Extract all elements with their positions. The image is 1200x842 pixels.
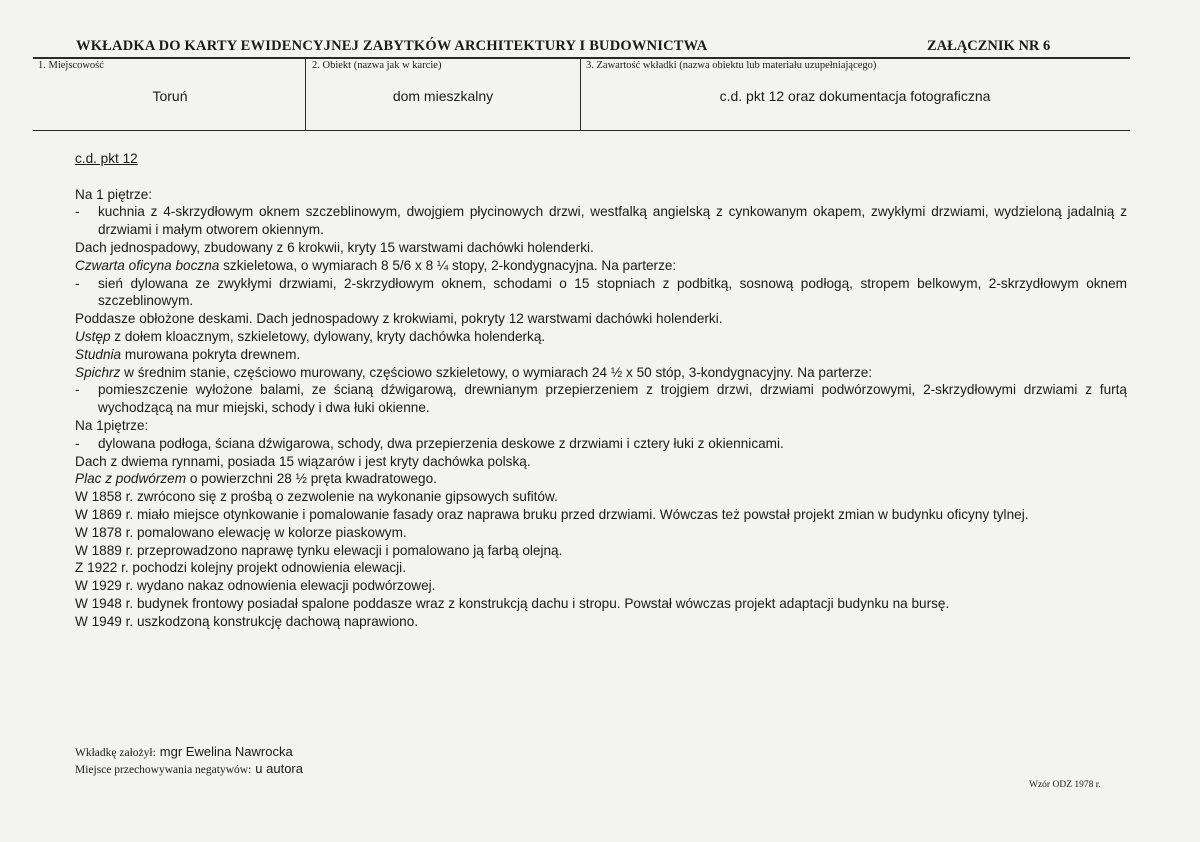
section-heading: c.d. pkt 12 bbox=[75, 151, 138, 166]
field-label-contents: 3. Zawartość wkładki (nazwa obiektu lub materiału uzupełniającego) bbox=[586, 60, 877, 71]
author-name: mgr Ewelina Nawrocka bbox=[159, 744, 293, 759]
text-line: Z 1922 r. pochodzi kolejny projekt odnowienia elewacji. bbox=[75, 560, 406, 576]
storage-line bbox=[75, 761, 303, 776]
text-line: W 1858 r. zwrócono się z prośbą o zezwolenie na wykonanie gipsowych sufitów. bbox=[75, 489, 558, 505]
field-value-contents: c.d. pkt 12 oraz dokumentacja fotograficzna bbox=[719, 88, 991, 104]
text-line: W 1948 r. budynek frontowy posiadał spalone poddasze wraz z konstrukcją dachu i stropu. Powstał wówczas projekt adaptacji budynku na bursę. bbox=[75, 595, 950, 611]
text-span: szkieletowa, o wymiarach 8 5/6 x 8 ¼ stopy, 2-kondygnacyjna. Na parterze: bbox=[219, 257, 677, 273]
list-item-text: sień dylowana ze zwykłymi drzwiami, 2-skrzydłowym oknem, schodami o 15 stopniach z podbitką, sosnową podłogą, stropem belkowym, 2-skrzydłowym oknem szczeblinowym. bbox=[98, 275, 1127, 309]
text-line bbox=[75, 364, 1127, 382]
italic-term: Plac z podwórzem bbox=[75, 471, 187, 487]
text-line bbox=[75, 257, 1127, 275]
text-line: Poddasze obłożone deskami. Dach jednospadowy z krokwiami, pokryty 12 warstwami dachówki holenderki. bbox=[75, 311, 723, 327]
list-item-text: dylowana podłoga, ściana dźwigarowa, schody, dwa przepierzenia deskowe z drzwiami i cztery łuki z okiennicami. bbox=[98, 435, 784, 451]
storage-label: Miejsce przechowywania negatywów: bbox=[75, 764, 252, 776]
text-line: Na 1piętrze: bbox=[75, 417, 149, 433]
italic-term: Czwarta oficyna boczna bbox=[75, 257, 220, 273]
text-line: Dach jednospadowy, zbudowany z 6 krokwii, kryty 15 warstwami dachówki holenderki. bbox=[75, 239, 594, 255]
field-divider bbox=[305, 58, 306, 130]
list-item: - pomieszczenie wyłożone balami, ze ścianą dźwigarową, drewnianym przepierzeniem z trojgiem drzwi, drzwiami podwórzowymi, 2-skrzydłowymi drzwiami z furtą wychodzącą na mur miejski, schody i dwa łuki okienne. bbox=[75, 382, 1127, 416]
list-item: - dylowana podłoga, ściana dźwigarowa, schody, dwa przepierzenia deskowe z drzwiami i cztery łuki z okiennicami. bbox=[75, 435, 784, 451]
field-label-locality: 1. Miejscowość bbox=[38, 60, 104, 71]
italic-term: Spichrz bbox=[75, 364, 121, 380]
text-line: W 1949 r. uszkodzoną konstrukcję dachową naprawiono. bbox=[75, 613, 419, 629]
field-value-object: dom mieszkalny bbox=[392, 88, 494, 104]
list-item: - kuchnia z 4-skrzydłowym oknem szczeblinowym, dwojgiem płycinowych drzwi, westfalką angielską z cynkowanym okapem, zwykłymi drzwiami, wydzieloną jadalnią z drzwiami i małym otworem okiennym. bbox=[75, 204, 1127, 238]
text-span: o powierzchni 28 ½ pręta kwadratowego. bbox=[186, 471, 437, 487]
text-line bbox=[75, 346, 1127, 364]
list-item: - sień dylowana ze zwykłymi drzwiami, 2-skrzydłowym oknem, schodami o 15 stopniach z podbitką, sosnową podłogą, stropem belkowym, 2-skrzydłowym oknem szczeblinowym. bbox=[75, 275, 1127, 309]
text-line bbox=[75, 328, 1127, 346]
annex-number: ZAŁĄCZNIK NR 6 bbox=[927, 38, 1051, 54]
fields-rule bbox=[33, 130, 1130, 131]
text-line: W 1929 r. wydano nakaz odnowienia elewacji podwórzowej. bbox=[75, 578, 436, 594]
list-item-text: kuchnia z 4-skrzydłowym oknem szczeblinowym, dwojgiem płycinowych drzwi, westfalką angielską z cynkowanym okapem, zwykłymi drzwiami, wydzieloną jadalnią z drzwiami i małym otworem okiennym. bbox=[98, 204, 1127, 238]
text-line: W 1878 r. pomalowano elewację w kolorze piaskowym. bbox=[75, 524, 407, 540]
field-label-object: 2. Obiekt (nazwa jak w karcie) bbox=[312, 60, 442, 71]
italic-term: Studnia bbox=[75, 346, 122, 362]
list-item-text: pomieszczenie wyłożone balami, ze ścianą dźwigarową, drewnianym przepierzeniem z trojgiem drzwi, drzwiami podwórzowymi, 2-skrzydłowymi drzwiami z furtą wychodzącą na mur miejski, schody i dwa łuki okienne. bbox=[98, 382, 1127, 416]
text-line: Na 1 piętrze: bbox=[75, 186, 153, 202]
text-line: Dach z dwiema rynnami, posiada 15 wiązarów i jest kryty dachówka polską. bbox=[75, 453, 531, 469]
field-value-locality: Toruń bbox=[152, 88, 188, 104]
header-rule bbox=[33, 57, 1130, 59]
author-label: Wkładkę założył: bbox=[75, 747, 156, 759]
text-line: W 1889 r. przeprowadzono naprawę tynku elewacji i pomalowano ją farbą olejną. bbox=[75, 542, 563, 558]
text-span: w średnim stanie, częściowo murowany, częściowo szkieletowy, o wymiarach 24 ½ x 50 stóp, 3-kondygnacyjny. Na parterze: bbox=[120, 364, 873, 380]
italic-term: Ustęp bbox=[75, 328, 111, 344]
form-pattern: Wzór ODZ 1978 r. bbox=[1029, 780, 1101, 790]
text-span: murowana pokryta drewnem. bbox=[121, 346, 301, 362]
text-span: z dołem kloacznym, szkieletowy, dylowany, kryty dachówka holenderką. bbox=[110, 328, 546, 344]
author-line bbox=[75, 744, 293, 759]
field-divider bbox=[580, 58, 581, 130]
text-line: W 1869 r. miało miejsce otynkowanie i pomalowanie fasady oraz naprawa bruku przed drzwiami. Wówczas też powstał projekt zmian w budynku oficyny tylnej. bbox=[75, 506, 1029, 522]
storage-value: u autora bbox=[255, 761, 303, 776]
text-line bbox=[75, 470, 1127, 488]
form-title: WKŁADKA DO KARTY EWIDENCYJNEJ ZABYTKÓW ARCHITEKTURY I BUDOWNICTWA bbox=[76, 38, 708, 54]
document-body bbox=[75, 150, 1127, 631]
